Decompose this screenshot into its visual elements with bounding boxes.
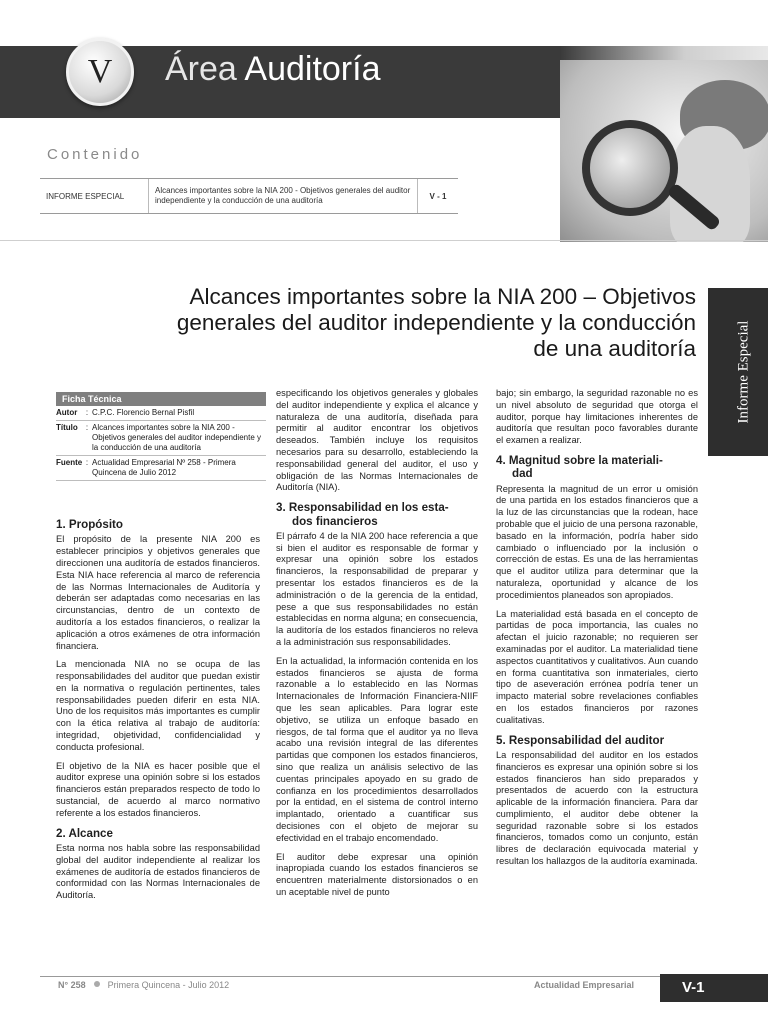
heading-responsabilidad-estados [276, 501, 478, 528]
footer-issue-info [58, 980, 229, 990]
row-value: C.P.C. Florencio Bernal Pisfil [92, 408, 195, 417]
technical-sheet-row: Autor : C.P.C. Florencio Bernal Pisfil [56, 406, 266, 421]
heading-line-2: dos financieros [292, 514, 378, 528]
paragraph: El propósito de la presente NIA 200 es establecer principios y objetivos generales que direccionen una auditoría de estados financieros. Esta NIA hace referencia al marco de referencia de las Normas Internacionales de Auditoría y deberán ser adaptadas como necesarias en las circunstancias, dentro de un contexto de auditoría a los estados financieros, o realizar la aplicación a otros exámenes de otra información financiera. [56, 534, 260, 651]
area-word: Área [165, 50, 237, 88]
paragraph: Representa la magnitud de un error u omisión de una partida en los estados financieros que a la luz de las circunstancias que la rodean, hace probable que el juicio de una persona razonable, basado en la información, podría haber sido cambiado o influenciado por la inclusión o corrección de estas. Es una de las herramientas que el auditor utiliza para determinar que la naturaleza, oportunidad y alcance de los procedimientos planeados son apropiados. [496, 483, 698, 600]
technical-sheet-heading: Ficha Técnica [56, 392, 266, 406]
article-title [40, 284, 696, 362]
row-key: Fuente [56, 458, 83, 467]
paragraph: El objetivo de la NIA es hacer posible que el auditor exprese una opinión sobre si los estados financieros están preparados respecto de todo lo sustancial, de acuerdo al marco normativo referente a los estados financieros. [56, 760, 260, 818]
article-title-line-1: Alcances importantes sobre la NIA 200 – Objetivos [189, 284, 696, 309]
paragraph: La responsabilidad del auditor en los estados financieros es expresar una opinión sobre si los estados financieros han sido preparados y presentados de acuerdo con la estructura aplicable de la información financiera. Para dar cumplimiento, el auditor debe obtener la seguridad razonable sobre si los estados financieros, tomados como un conjunto, están libres de declaración equivocada material y resultan los hallazgos de la auditoría examinada. [496, 749, 698, 867]
side-section-tab [708, 288, 768, 456]
technical-sheet-row: Título : Alcances importantes sobre la NIA 200 - Objetivos generales del auditor independiente y la conducción de una auditoría [56, 421, 266, 456]
heading-line-2: dad [512, 467, 533, 481]
paragraph: especificando los objetivos generales y globales del auditor independiente y explica el alcance y naturaleza de una auditoría, diseñada para permitir al auditor encontrar los objetivos deseados. También incluye los requisitos necesarios para su desarrollo, estableciendo la responsabilidad general del auditor, el uso y obligación de las Normas Internacionales de Auditoría (NIA). [276, 388, 478, 493]
paragraph: La materialidad está basada en el concepto de partidas de poca importancia, las cuales no afectan el juicio razonable; no requieren ser examinadas por el auditor. La materialidad tiene aspectos cuantitativos y cualitativos. Aun cuando en forma cuantitativa son inmateriales, cierto tipo de aseveración errónea podría tener un impacto material sobre revelaciones confiables en los estados financieros por razones cualitativas. [496, 608, 698, 725]
row-key: Título [56, 423, 78, 432]
magazine-name: Actualidad Empresarial [534, 980, 635, 990]
contents-description: Alcances importantes sobre la NIA 200 - Objetivos generales del auditor independiente y la conducción de una auditoría [148, 179, 418, 213]
technical-sheet-row: Fuente : Actualidad Empresarial Nº 258 - Primera Quincena de Julio 2012 [56, 456, 266, 481]
text-column-3 [496, 388, 698, 875]
heading-line-1: 4. Magnitud sobre la materiali- [496, 453, 663, 467]
contents-title: Contenido [47, 146, 143, 163]
row-value: Actualidad Empresarial Nº 258 - Primera Quincena de Julio 2012 [92, 458, 236, 477]
contents-section-label: INFORME ESPECIAL [46, 191, 125, 201]
header-photo [560, 60, 768, 242]
heading-proposito: 1. Propósito [56, 518, 123, 531]
heading-alcance: 2. Alcance [56, 826, 113, 840]
technical-sheet [56, 392, 266, 481]
contents-page-number: V - 1 [429, 191, 447, 201]
issue-number: N° 258 [58, 980, 86, 990]
article-title-line-2: generales del auditor independiente y la conducción [176, 309, 696, 335]
paragraph: Esta norma nos habla sobre las responsabilidad global del auditor independiente al realizar los exámenes de auditoría de estados financieros de conformidad con las Normas Internacionales de Auditoría. [56, 842, 260, 901]
side-tab-label: Informe Especial [735, 320, 752, 424]
row-key: Autor [56, 408, 78, 417]
row-value: Alcances importantes sobre la NIA 200 - Objetivos generales del auditor independiente y la conducción de una auditoría [92, 423, 262, 452]
page-number: V-1 [660, 974, 768, 1002]
paragraph: En la actualidad, la información contenida en los estados financieros se ajusta de forma razonable a lo establecido en las Normas Internacionales de Información Financiera-NIIF que les sean aplicables. Para lograr este objetivo, se utiliza un enfoque basado en riesgos, de tal forma que el auditor ya no lleva acabo una revisión integral de las diferentes partidas que componen los estados financieros, sino que realiza un análisis selectivo de las cuentas principales apoyado en su grado de confianza en los procedimientos desarrollados por la entidad, en el sistema de control interno implantado, orientado a cuantificar sus decisiones con el objeto de mejorar su efectividad en el trabajo encomendado. [276, 655, 478, 843]
paragraph: El auditor debe expresar una opinión inapropiada cuando los estados financieros se encuentren materialmente distorsionados o en un aceptable nivel de punto [276, 851, 478, 897]
header-separator [0, 240, 768, 241]
issue-period: Primera Quincena - Julio 2012 [107, 980, 230, 990]
paragraph: La mencionada NIA no se ocupa de las responsabilidades del auditor que puedan existir en la normativa o regulación pertinentes, tales responsabilidades pueden diferir en esta NIA. Uno de los requisitos más importantes es cumplir con la ética relativa al trabajo de auditoría: integridad, objetividad, confidencialidad y conducta profesional. [56, 659, 260, 752]
heading-materialidad [496, 454, 698, 481]
area-title [165, 50, 381, 89]
text-column-2 [276, 388, 478, 906]
heading-responsabilidad-auditor: 5. Responsabilidad del auditor [496, 733, 665, 747]
article-title-line-3: de una auditoría [533, 335, 696, 361]
paragraph: bajo; sin embargo, la seguridad razonable no es un nivel absoluto de seguridad que otorga el auditor, porque hay limitaciones inherentes de auditoría que resultan poco favorables durante el examen a realizar. [496, 388, 698, 446]
bullet-icon [94, 981, 100, 987]
text-column-1 [56, 512, 260, 909]
magnifying-glass-icon [582, 120, 678, 216]
section-letter: V [87, 53, 113, 90]
footer-rule [40, 976, 768, 977]
heading-line-1: 3. Responsabilidad en los esta- [276, 501, 449, 515]
section-badge [66, 38, 134, 106]
contents-row[interactable] [40, 178, 458, 214]
area-name: Auditoría [244, 50, 381, 88]
paragraph: El párrafo 4 de la NIA 200 hace referencia a que si bien el auditor es responsable de formar y expresar una opinión sobre los estados financieros, la responsabilidad de preparar y presentar los estados financieros es de la administración o de la gerencia de la entidad, pese a que sus responsabilidades no están establecidas en norma alguna; en consecuencia, la auditoría de los estados financieros no releva a la administración sus responsabilidades. [276, 530, 478, 647]
